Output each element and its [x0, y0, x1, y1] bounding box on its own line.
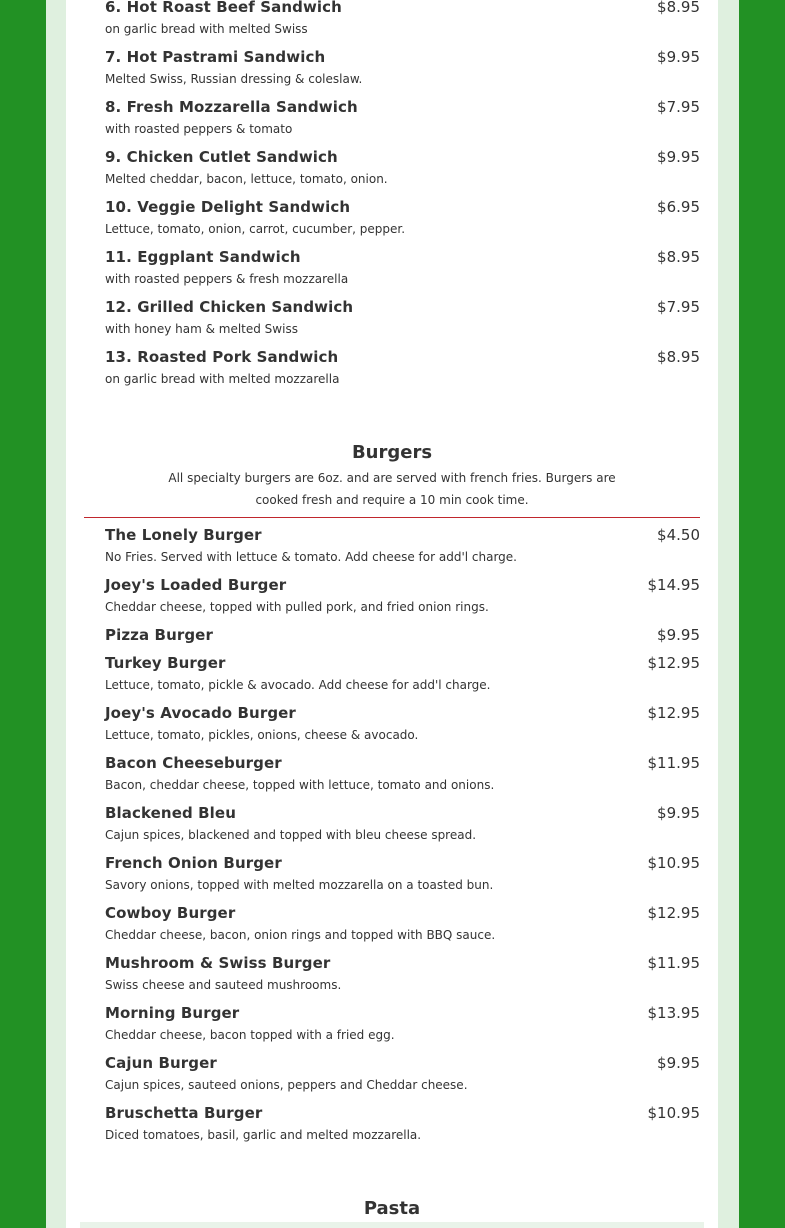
item-description: Cheddar cheese, topped with pulled pork, and fried onion rings. [105, 600, 489, 614]
item-description: Melted cheddar, bacon, lettuce, tomato, onion. [105, 172, 388, 186]
menu-item [105, 147, 700, 188]
item-description: Cajun spices, blackened and topped with bleu cheese spread. [105, 828, 477, 842]
menu-item [105, 803, 700, 844]
item-name: 10. Veggie Delight Sandwich [105, 198, 351, 216]
section-note-burgers: All specialty burgers are 6oz. and are served with french fries. Burgers are cooked fresh and require a 10 min cook time. [168, 471, 616, 507]
item-description: Lettuce, tomato, onion, carrot, cucumber, pepper. [105, 222, 406, 236]
item-name: The Lonely Burger [105, 526, 262, 544]
item-price: $11.95 [647, 954, 700, 972]
item-price: $4.50 [657, 526, 700, 544]
item-price: $10.95 [647, 854, 700, 872]
item-price: $8.95 [657, 248, 700, 266]
item-price: $7.95 [657, 298, 700, 316]
item-price: $14.95 [647, 576, 700, 594]
section-title-burgers: Burgers [351, 442, 433, 463]
section-divider [84, 517, 700, 518]
item-price: $10.95 [647, 1104, 700, 1122]
menu-item [105, 197, 700, 238]
menu-item [105, 653, 700, 694]
item-price: $9.95 [657, 48, 700, 66]
item-name: 11. Eggplant Sandwich [105, 248, 301, 266]
menu-item [105, 97, 700, 138]
item-name: Cajun Burger [105, 1054, 217, 1072]
item-description: No Fries. Served with lettuce & tomato. Add cheese for add'l charge. [105, 550, 517, 564]
item-description: Cheddar cheese, bacon, onion rings and topped with BBQ sauce. [105, 928, 496, 942]
item-price: $6.95 [657, 198, 700, 216]
item-description: with roasted peppers & tomato [105, 122, 293, 136]
item-name: Joey's Loaded Burger [105, 576, 287, 594]
menu-item [105, 525, 700, 566]
menu-item [105, 575, 700, 616]
item-name: 7. Hot Pastrami Sandwich [105, 48, 326, 66]
item-name: Joey's Avocado Burger [105, 704, 296, 722]
section-title-pasta: Pasta [363, 1198, 421, 1219]
item-description: Lettuce, tomato, pickle & avocado. Add cheese for add'l charge. [105, 678, 491, 692]
item-description: Lettuce, tomato, pickles, onions, cheese & avocado. [105, 728, 419, 742]
item-name: 6. Hot Roast Beef Sandwich [105, 0, 342, 16]
item-name: Morning Burger [105, 1004, 240, 1022]
item-description: Melted Swiss, Russian dressing & coleslaw. [105, 72, 363, 86]
menu-item [105, 297, 700, 338]
item-name: Pizza Burger [105, 626, 213, 644]
item-name: Turkey Burger [105, 654, 226, 672]
item-description: Diced tomatoes, basil, garlic and melted mozzarella. [105, 1128, 422, 1142]
item-price: $8.95 [657, 348, 700, 366]
item-price: $9.95 [657, 626, 700, 644]
item-name: Bruschetta Burger [105, 1104, 263, 1122]
item-description: Savory onions, topped with melted mozzarella on a toasted bun. [105, 878, 494, 892]
item-price: $9.95 [657, 1054, 700, 1072]
item-price: $12.95 [647, 904, 700, 922]
item-name: 8. Fresh Mozzarella Sandwich [105, 98, 358, 116]
item-description: on garlic bread with melted Swiss [105, 22, 308, 36]
item-name: 12. Grilled Chicken Sandwich [105, 298, 354, 316]
item-name: Cowboy Burger [105, 904, 236, 922]
menu-item [105, 753, 700, 794]
menu-item [105, 1053, 700, 1094]
menu-item [105, 0, 700, 38]
item-price: $12.95 [647, 704, 700, 722]
menu-item [105, 853, 700, 894]
item-description: Swiss cheese and sauteed mushrooms. [105, 978, 342, 992]
item-name: 9. Chicken Cutlet Sandwich [105, 148, 338, 166]
page-frame [46, 0, 739, 1228]
item-price: $12.95 [647, 654, 700, 672]
item-price: $11.95 [647, 754, 700, 772]
item-description: Cajun spices, sauteed onions, peppers and Cheddar cheese. [105, 1078, 468, 1092]
item-price: $9.95 [657, 804, 700, 822]
menu-item [105, 903, 700, 944]
item-name: Bacon Cheeseburger [105, 754, 282, 772]
menu-item [105, 47, 700, 88]
menu-item [105, 347, 700, 388]
item-name: Mushroom & Swiss Burger [105, 954, 331, 972]
section-header-bar [80, 1222, 704, 1228]
menu-item [105, 1003, 700, 1044]
item-description: Bacon, cheddar cheese, topped with lettuce, tomato and onions. [105, 778, 495, 792]
item-description: with honey ham & melted Swiss [105, 322, 298, 336]
item-price: $8.95 [657, 0, 700, 16]
item-name: Blackened Bleu [105, 804, 236, 822]
menu-item [105, 703, 700, 744]
item-description: with roasted peppers & fresh mozzarella [105, 272, 349, 286]
item-description: on garlic bread with melted mozzarella [105, 372, 340, 386]
menu-item [105, 247, 700, 288]
item-name: 13. Roasted Pork Sandwich [105, 348, 339, 366]
item-price: $7.95 [657, 98, 700, 116]
menu-panel [66, 0, 718, 1228]
item-name: French Onion Burger [105, 854, 282, 872]
menu-item [105, 625, 700, 645]
item-price: $9.95 [657, 148, 700, 166]
menu-item [105, 1103, 700, 1144]
item-description: Cheddar cheese, bacon topped with a fried egg. [105, 1028, 395, 1042]
menu-item [105, 953, 700, 994]
item-price: $13.95 [647, 1004, 700, 1022]
